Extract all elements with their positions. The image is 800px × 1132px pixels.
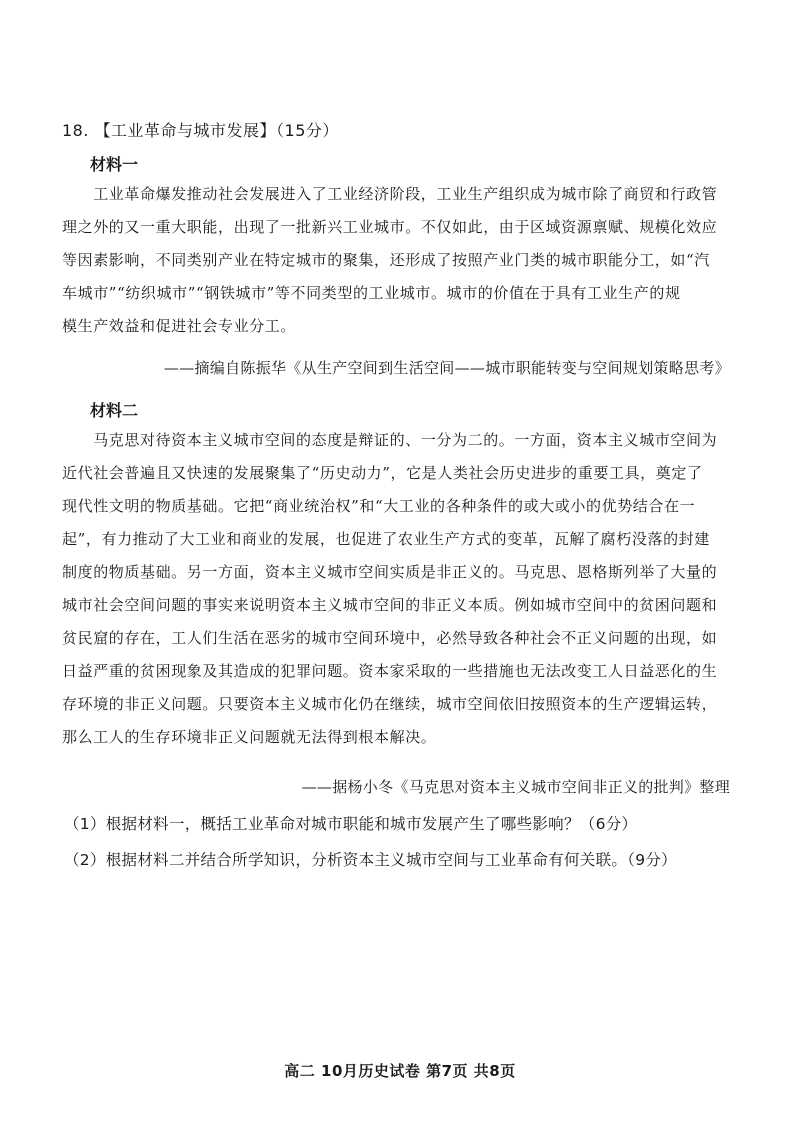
material-2-heading: 材料二 bbox=[90, 401, 139, 420]
material-1-line: 等因素影响，不同类别产业在特定城市的聚集，还形成了按照产业门类的城市职能分工，如“汽 bbox=[62, 251, 710, 269]
page-footer: 高二 10月历史试卷 第7页 共8页 bbox=[284, 1062, 516, 1080]
material-1-line: 理之外的又一重大职能，出现了一批新兴工业城市。不仅如此，由于区域资源禀赋、规模化效应 bbox=[62, 218, 718, 236]
material-2-line: 那么工人的生存环境非正义问题就无法得到根本解决。 bbox=[62, 728, 437, 746]
material-2-line: 城市社会空间问题的事实来说明资本主义城市空间的非正义本质。例如城市空间中的贫困问题和 bbox=[62, 596, 718, 614]
sub-question-2: （2）根据材料二并结合所学知识，分析资本主义城市空间与工业革命有何关联。（9分） bbox=[64, 851, 677, 869]
material-2-line: 日益严重的贫困现象及其造成的犯罪问题。资本家采取的一些措施也无法改变工人日益恶化的生 bbox=[62, 662, 718, 680]
material-1-text bbox=[62, 178, 724, 343]
material-2-line: 制度的物质基础。另一方面，资本主义城市空间实质是非正义的。马克思、恩格斯列举了大量的 bbox=[62, 563, 718, 581]
material-2-line: 现代性文明的物质基础。它把“商业统治权”和“大工业的各种条件的或大或小的优势结合在一 bbox=[62, 497, 696, 515]
material-1-source: ——摘编自陈振华《从生产空间到生活空间——城市职能转变与空间规划策略思考》 bbox=[163, 359, 730, 377]
material-2-line: 马克思对待资本主义城市空间的态度是辩证的、一分为二的。一方面，资本主义城市空间为 bbox=[62, 431, 718, 449]
material-2-line: 贫民窟的存在，工人们生活在恶劣的城市空间环境中，必然导致各种社会不正义问题的出现，如 bbox=[62, 629, 718, 647]
material-2-source: ——据杨小冬《马克思对资本主义城市空间非正义的批判》整理 bbox=[301, 778, 730, 796]
material-1-line: 模生产效益和促进社会专业分工。 bbox=[62, 317, 297, 335]
material-2-text bbox=[62, 424, 724, 754]
material-2-line: 存环境的非正义问题。只要资本主义城市化仍在继续，城市空间依旧按照资本的生产逻辑运转， bbox=[62, 695, 718, 713]
material-1-heading: 材料一 bbox=[90, 155, 139, 174]
material-1-line: 工业革命爆发推动社会发展进入了工业经济阶段，工业生产组织成为城市除了商贸和行政管 bbox=[62, 185, 718, 203]
material-2-line: 近代社会普遍且又快速的发展聚集了“历史动力”，它是人类社会历史进步的重要工具，奠定了 bbox=[62, 464, 703, 482]
question-title: 18. 【工业革命与城市发展】（15分） bbox=[62, 121, 339, 140]
material-2-line: 起”，有力推动了大工业和商业的发展，也促进了农业生产方式的变革，瓦解了腐朽没落的封建 bbox=[62, 530, 710, 548]
material-1-line: 车城市”“纺织城市”“钢铁城市”等不同类型的工业城市。城市的价值在于具有工业生产的规 bbox=[62, 284, 681, 302]
sub-question-1: （1）根据材料一，概括工业革命对城市职能和城市发展产生了哪些影响？（6分） bbox=[64, 815, 638, 833]
